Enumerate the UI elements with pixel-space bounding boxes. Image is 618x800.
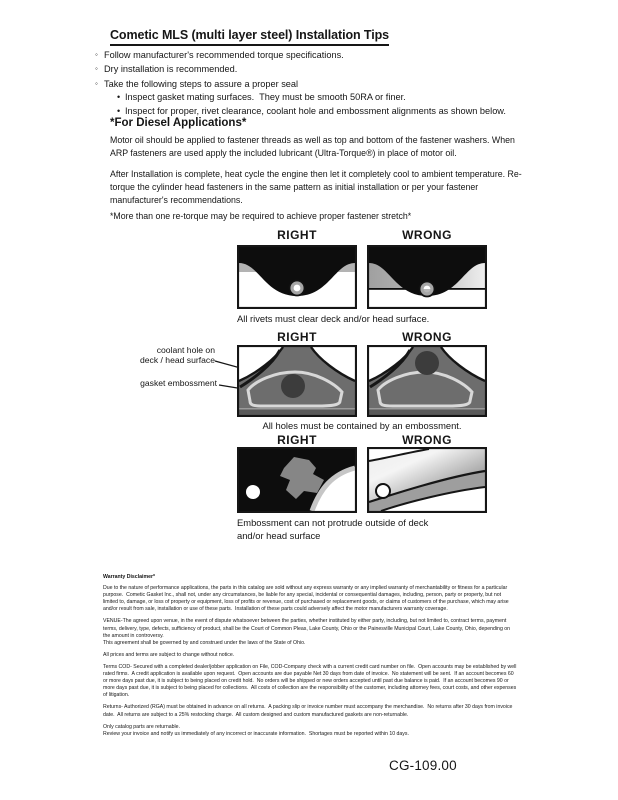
dot-bullet-icon: •: [117, 105, 121, 116]
legal-paragraph: All prices and terms are subject to change without notice.: [103, 651, 235, 658]
diesel-heading: *For Diesel Applications*: [110, 117, 247, 129]
document-number: CG-109.00: [389, 758, 457, 773]
right-label-group1: RIGHT: [277, 228, 317, 242]
right-label-group2: RIGHT: [277, 330, 317, 344]
warranty-heading: Warranty Disclaimer*: [103, 574, 155, 580]
bolt-hole: [246, 485, 260, 499]
bottom-edge-line: [239, 408, 355, 410]
group2-caption: All holes must be contained by an embossment.: [262, 420, 462, 431]
diagram-protrusion-right: [237, 447, 357, 513]
annotation-line: coolant hole on: [156, 345, 215, 355]
group1-caption: All rivets must clear deck and/or head surface.: [237, 313, 430, 324]
tip-text: Dry installation is recommended.: [104, 64, 238, 75]
tip-item: [95, 62, 555, 76]
rivet-center: [294, 285, 301, 292]
circle-bullet-icon: ◦: [95, 50, 98, 59]
bottom-band: [369, 410, 485, 416]
tip-item: [95, 48, 555, 62]
legal-paragraph: Review your invoice and notify us immediately of any incorrect or inaccurate information. Shortages must be reported within 10 days.: [103, 730, 409, 737]
tip-text: Inspect gasket mating surfaces. They must be smooth 50RA or finer.: [125, 92, 406, 103]
gasket-embossment-annotation: gasket embossment: [140, 378, 217, 388]
legal-paragraph: This agreement shall be governed by and construed under the laws of the State of Ohio.: [103, 639, 306, 646]
legal-paragraph: Returns- Authorized (RGA) must be obtained in advance on all returns. A packing slip or invoice number must accompany the merchandise. No returns after 30 days from invoice date. All returns are subject to a 25% restocking charge. All custom designed and custom manufactured gaskets are non-returnable.: [103, 704, 514, 718]
legal-paragraph: VENUE-The agreed upon venue, in the event of dispute whatsoever between the parties, whether instituted by either party, including, but not limited to, contract terms, payment terms, delivery, type, defects, sufficiency of product, shall be the Court of Common Pleas, Lake County, Ohio or the Painesville Municipal Court, Lake County, Ohio, depending on the amount in controversy.: [103, 618, 512, 639]
circle-bullet-icon: ◦: [95, 78, 98, 88]
group3-caption: [237, 516, 497, 542]
legal-paragraph: Terms COD- Secured with a completed dealer/jobber application on File, COD-Company check with a current credit card number on file. Open accounts may be established by well rated firms. A credit application is available upon request. Open accounts are due payable Net 30 days from date of invoice. No statement will be sent. If an account becomes 60 or more days past due, it is subject to being placed on credit hold. No orders will be shipped or new orders accepted until past due balance is paid. If an account becomes 90 or more days past due, it is subject to being placed for collections. All costs of collection are the responsibility of the customer, including attorney fees, court costs, and other expenses of litigation.: [103, 663, 518, 699]
diesel-paragraph-1: Motor oil should be applied to fastener threads as well as top and bottom of the fastener washers. When ARP fasteners are used apply the included lubricant (Ultra-Torque®) in place of motor oil.: [110, 135, 517, 158]
diagram-protrusion-wrong: [367, 447, 487, 513]
tip-text: Inspect for proper, rivet clearance, coolant hole and embossment alignments as shown below.: [125, 105, 506, 116]
caption-line: Embossment can not protrude outside of deck: [237, 517, 429, 528]
diesel-paragraph-2: After Installation is complete, heat cycle the engine then let it completely cool to ambient temperature. Re-torque the cylinder head fasteners in the same pattern as initial installation or per your fastener manufacturer's recommendations.: [110, 169, 522, 205]
bottom-band: [239, 410, 355, 416]
diagram-rivet-right: [237, 245, 357, 309]
tip-text: Take the following steps to assure a proper seal: [104, 78, 299, 89]
wrong-label-group3: WRONG: [402, 433, 452, 447]
diagram-rivet-wrong: [367, 245, 487, 309]
tip-text: Follow manufacturer's recommended torque specifications.: [104, 50, 344, 60]
legal-paragraph: Only catalog parts are returnable.: [103, 723, 180, 730]
tip-subitem: [95, 91, 555, 104]
title-wrap: [110, 26, 389, 46]
diagram-embossment-right: [237, 345, 357, 417]
dot-bullet-icon: •: [117, 92, 121, 103]
circle-bullet-icon: ◦: [95, 64, 98, 74]
page-title: Cometic MLS (multi layer steel) Installation Tips: [110, 28, 389, 46]
warranty-disclaimer-section: [103, 574, 517, 738]
coolant-hole: [415, 351, 439, 375]
caption-line: and/or head surface: [237, 530, 321, 541]
wrong-label-group1: WRONG: [402, 228, 452, 242]
bottom-edge-line: [369, 408, 485, 410]
right-label-group3: RIGHT: [277, 433, 317, 447]
tip-item: [95, 77, 555, 91]
coolant-hole-annotation: [118, 345, 215, 366]
installation-tips-list: [95, 48, 555, 118]
legal-paragraph: Due to the nature of performance applications, the parts in this catalog are sold without any express warranty or any implied warranty of merchantability or fitness for a particular purpose. Cometic Gasket Inc., shall not, under any circumstances, be liable for any special, incidental or consequential damages, including, person, party or property, but not limited to, damage, or loss of property or equipment, loss of profits or revenue, cost of purchased or replacement goods, or claims of customers of the purchase, which may arise and/or result from sale, installation or use of these parts. Installation of these parts could adversely affect the motor manufacturers warranty coverage.: [103, 585, 511, 613]
diagram-embossment-wrong: [367, 345, 487, 417]
retorque-note: *More than one re-torque may be required to achieve proper fastener stretch*: [110, 211, 412, 221]
bolt-hole: [376, 484, 390, 498]
wrong-label-group2: WRONG: [402, 330, 452, 344]
coolant-hole: [281, 374, 305, 398]
annotation-line: deck / head surface: [139, 355, 215, 366]
